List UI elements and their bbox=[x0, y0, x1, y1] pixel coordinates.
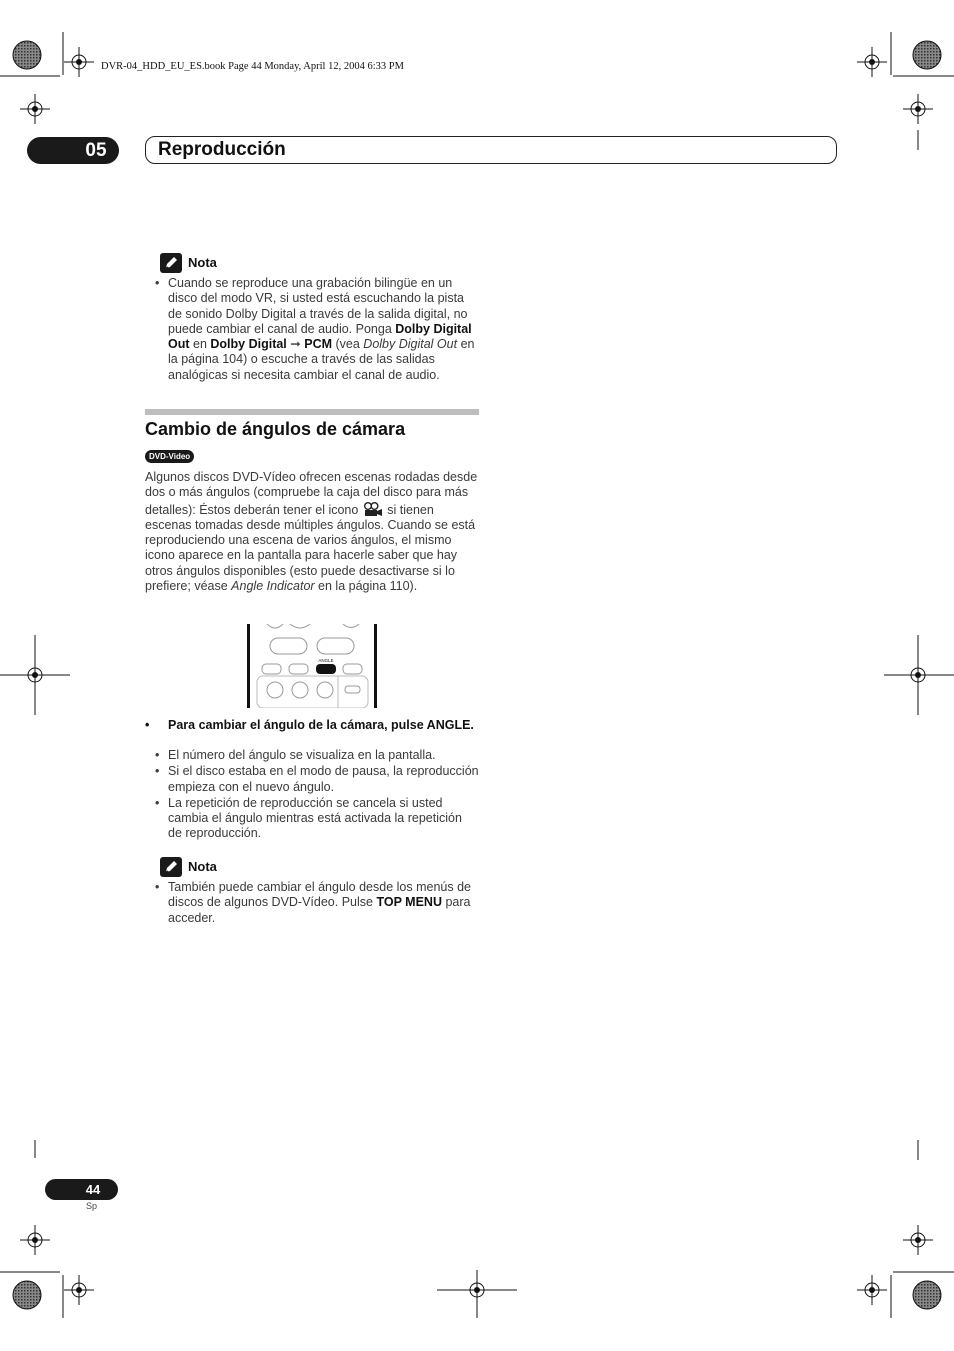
note-heading bbox=[160, 253, 479, 273]
camera-angle-icon bbox=[362, 501, 384, 517]
language-code: Sp bbox=[86, 1201, 98, 1211]
pencil-note-icon bbox=[160, 857, 182, 877]
page-number: 44 bbox=[85, 1182, 101, 1197]
dvd-video-badge: DVD-Video bbox=[145, 450, 194, 463]
list-item: • Si el disco estaba en el modo de pausa, la reproducción empieza con el nuevo ángulo. bbox=[145, 764, 479, 795]
note-heading bbox=[160, 857, 479, 877]
chapter-number: 05 bbox=[85, 140, 107, 161]
note-label: Nota bbox=[188, 859, 217, 875]
list-item: • La repetición de reproducción se cancela si usted cambia el ángulo mientras está activada la repetición de reproducción. bbox=[145, 796, 479, 842]
step-text: Para cambiar el ángulo de la cámara, pulse ANGLE. bbox=[168, 718, 474, 732]
section-divider bbox=[145, 409, 479, 415]
note-label: Nota bbox=[188, 255, 217, 271]
instruction-details bbox=[145, 748, 479, 842]
instruction-step bbox=[145, 718, 479, 733]
note-block bbox=[145, 857, 479, 926]
book-file-info: DVR-04_HDD_EU_ES.book Page 44 Monday, April 12, 2004 6:33 PM bbox=[101, 61, 404, 72]
note-item: • También puede cambiar el ángulo desde los menús de discos de algunos DVD-Vídeo. Pulse TOP MENU para acceder. bbox=[145, 880, 479, 926]
note-item: • Cuando se reproduce una grabación bilingüe en un disco del modo VR, si usted está escuchando la pista de sonido Dolby Digital a través de la salida digital, no puede cambiar el canal de audio. Ponga Dolby Digital Out en Dolby Digital ➞ PCM (vea Dolby Digital Out en la página 104) o escuche a través de las salidas analógicas si necesita cambiar el canal de audio. bbox=[145, 276, 479, 383]
remote-control-illustration bbox=[245, 624, 379, 708]
chapter-title: Reproducción bbox=[158, 139, 286, 160]
step-bullet: • bbox=[145, 718, 150, 732]
section-title: Cambio de ángulos de cámara bbox=[145, 419, 406, 439]
note-block bbox=[145, 253, 479, 383]
arrow-icon: ➞ bbox=[290, 337, 301, 352]
angle-button-label: ANGLE bbox=[318, 658, 334, 663]
pencil-note-icon bbox=[160, 253, 182, 273]
section-paragraph: Algunos discos DVD-Vídeo ofrecen escenas rodadas desde dos o más ángulos (compruebe la caja del disco para más detalles): Éstos deberán tener el icono si tienen escenas tomadas desde múltiples ángulos. Cuando se está reproduciendo una escena de varios ángulos, el mismo icono aparece en la pantalla para hacerle saber que hay otros ángulos disponibles (esto puede desactivarse si lo prefiere; véase Angle Indicator en la página 110). bbox=[145, 470, 478, 594]
list-item: • El número del ángulo se visualiza en la pantalla. bbox=[145, 748, 479, 763]
